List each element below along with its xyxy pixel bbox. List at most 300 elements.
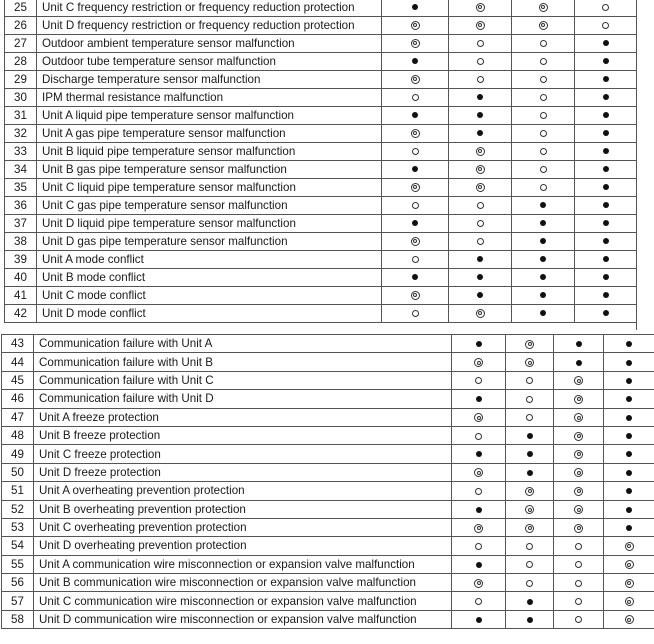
table-row [5,107,637,125]
malfunction-description: Unit D frequency restriction or frequency reduction protection [37,17,382,35]
indicator-cell [512,215,575,233]
full-circle-icon [603,274,609,280]
table-row [2,390,654,408]
empty-circle-icon [540,94,547,101]
empty-circle-icon [540,76,547,83]
indicator-cell [575,125,637,143]
indicator-cell [604,592,654,610]
indicator-cell [506,335,554,353]
malfunction-description: Unit C liquid pipe temperature sensor malfunction [37,179,382,197]
full-circle-icon [603,310,609,316]
indicator-cell [452,390,506,408]
table-row [2,482,654,500]
table-row [5,251,637,269]
full-circle-icon [540,256,546,262]
double-circle-icon [539,21,548,30]
indicator-cell [604,390,654,408]
empty-circle-icon [526,543,533,550]
full-circle-icon [477,94,483,100]
indicator-cell [449,125,512,143]
indicator-cell [604,408,654,426]
indicator-cell [604,555,654,573]
indicator-cell [382,287,449,305]
table-row [5,179,637,197]
full-circle-icon [626,507,632,513]
indicator-cell [575,35,637,53]
indicator-cell [512,125,575,143]
malfunction-description: Unit B communication wire misconnection or expansion valve malfunction [34,574,452,592]
indicator-cell [575,17,637,35]
full-circle-icon [477,292,483,298]
full-circle-icon [603,202,609,208]
indicator-cell [449,143,512,161]
table-row [5,269,637,287]
table-row [2,500,654,518]
empty-circle-icon [540,130,547,137]
empty-circle-icon [477,40,484,47]
full-circle-icon [477,274,483,280]
indicator-cell [604,445,654,463]
empty-circle-icon [475,488,482,495]
empty-circle-icon [475,433,482,440]
double-circle-icon [574,376,583,385]
double-circle-icon [525,340,534,349]
indicator-cell [382,215,449,233]
indicator-cell [452,610,506,628]
malfunction-description: Unit B overheating prevention protection [34,500,452,518]
indicator-cell [604,482,654,500]
malfunction-description: Unit C overheating prevention protection [34,518,452,536]
double-circle-icon [625,560,634,569]
table-row [5,17,637,35]
full-circle-icon [626,360,632,366]
malfunction-description: Unit C mode conflict [37,287,382,305]
indicator-cell [452,592,506,610]
malfunction-description: Unit C communication wire misconnection or expansion valve malfunction [34,592,452,610]
indicator-cell [604,574,654,592]
indicator-cell [452,426,506,444]
indicator-cell [506,500,554,518]
empty-circle-icon [575,616,582,623]
indicator-cell [575,197,637,215]
full-circle-icon [626,396,632,402]
full-circle-icon [412,58,418,64]
indicator-cell [449,35,512,53]
double-circle-icon [625,615,634,624]
table-row [2,574,654,592]
table-row [2,353,654,371]
full-circle-icon [603,166,609,172]
indicator-cell [512,89,575,107]
indicator-cell [506,555,554,573]
full-circle-icon [477,112,483,118]
full-circle-icon [626,488,632,494]
full-circle-icon [477,130,483,136]
indicator-cell [575,0,637,17]
indicator-cell [452,445,506,463]
double-circle-icon [411,39,420,48]
indicator-cell [512,179,575,197]
full-circle-icon [626,470,632,476]
row-number: 37 [5,215,37,233]
full-circle-icon [603,292,609,298]
indicator-cell [575,305,637,323]
table-right-border [636,0,637,330]
full-circle-icon [477,256,483,262]
table-row [5,287,637,305]
empty-circle-icon [575,561,582,568]
indicator-cell [506,445,554,463]
indicator-cell [449,89,512,107]
indicator-cell [382,53,449,71]
indicator-cell [382,143,449,161]
empty-circle-icon [412,202,419,209]
indicator-cell [512,0,575,17]
indicator-cell [554,482,604,500]
table-row [2,518,654,536]
double-circle-icon [474,468,483,477]
indicator-cell [452,574,506,592]
full-circle-icon [412,112,418,118]
row-number: 55 [2,555,34,573]
full-circle-icon [603,58,609,64]
indicator-cell [382,179,449,197]
double-circle-icon [474,524,483,533]
indicator-cell [506,426,554,444]
indicator-cell [575,71,637,89]
full-circle-icon [476,341,482,347]
malfunction-description: Unit D communication wire misconnection or expansion valve malfunction [34,610,452,628]
indicator-cell [382,233,449,251]
error-code-table-lower [1,334,654,629]
full-circle-icon [626,525,632,531]
table-row [2,426,654,444]
full-circle-icon [527,599,533,605]
empty-circle-icon [540,58,547,65]
indicator-cell [449,305,512,323]
row-number: 54 [2,537,34,555]
double-circle-icon [574,505,583,514]
malfunction-description: Unit B liquid pipe temperature sensor malfunction [37,143,382,161]
empty-circle-icon [412,148,419,155]
full-circle-icon [603,148,609,154]
empty-circle-icon [477,202,484,209]
indicator-cell [449,107,512,125]
indicator-cell [449,17,512,35]
indicator-cell [554,500,604,518]
row-number: 46 [2,390,34,408]
row-number: 44 [2,353,34,371]
indicator-cell [506,353,554,371]
indicator-cell [575,179,637,197]
empty-circle-icon [575,598,582,605]
malfunction-description: Unit B mode conflict [37,269,382,287]
indicator-cell [512,233,575,251]
row-number: 50 [2,463,34,481]
malfunction-description: Unit C gas pipe temperature sensor malfunction [37,197,382,215]
indicator-cell [449,0,512,17]
double-circle-icon [476,3,485,12]
full-circle-icon [603,76,609,82]
table-row [5,197,637,215]
row-number: 45 [2,371,34,389]
malfunction-description: Unit A liquid pipe temperature sensor malfunction [37,107,382,125]
indicator-cell [604,463,654,481]
table-row [2,555,654,573]
row-number: 57 [2,592,34,610]
empty-circle-icon [540,166,547,173]
indicator-cell [382,251,449,269]
full-circle-icon [412,4,418,10]
table-row [2,371,654,389]
row-number: 41 [5,287,37,305]
indicator-cell [554,555,604,573]
full-circle-icon [626,415,632,421]
double-circle-icon [574,468,583,477]
row-number: 30 [5,89,37,107]
indicator-cell [452,353,506,371]
malfunction-description: Communication failure with Unit A [34,335,452,353]
double-circle-icon [411,75,420,84]
indicator-cell [604,500,654,518]
full-circle-icon [626,433,632,439]
full-circle-icon [603,130,609,136]
indicator-cell [449,251,512,269]
double-circle-icon [411,291,420,300]
full-circle-icon [603,238,609,244]
malfunction-description: Unit A overheating prevention protection [34,482,452,500]
full-circle-icon [476,562,482,568]
indicator-cell [554,518,604,536]
indicator-cell [512,305,575,323]
empty-circle-icon [477,220,484,227]
indicator-cell [604,518,654,536]
table-row [5,53,637,71]
full-circle-icon [476,507,482,513]
row-number: 32 [5,125,37,143]
row-number: 49 [2,445,34,463]
empty-circle-icon [412,94,419,101]
full-circle-icon [603,220,609,226]
row-number: 47 [2,408,34,426]
indicator-cell [575,215,637,233]
indicator-cell [449,53,512,71]
indicator-cell [575,251,637,269]
indicator-cell [604,335,654,353]
indicator-cell [554,408,604,426]
indicator-cell [506,482,554,500]
indicator-cell [452,500,506,518]
table-row [5,305,637,323]
table-row [2,610,654,628]
indicator-cell [452,482,506,500]
row-number: 52 [2,500,34,518]
malfunction-description: Unit B freeze protection [34,426,452,444]
double-circle-icon [411,21,420,30]
indicator-cell [604,371,654,389]
malfunction-description: Communication failure with Unit C [34,371,452,389]
indicator-cell [554,335,604,353]
full-circle-icon [603,184,609,190]
malfunction-description: Unit D overheating prevention protection [34,537,452,555]
double-circle-icon [574,487,583,496]
row-number: 39 [5,251,37,269]
indicator-cell [382,17,449,35]
indicator-cell [382,89,449,107]
double-circle-icon [476,147,485,156]
row-number: 33 [5,143,37,161]
indicator-cell [506,574,554,592]
empty-circle-icon [540,148,547,155]
indicator-cell [382,71,449,89]
indicator-cell [512,143,575,161]
row-number: 29 [5,71,37,89]
double-circle-icon [476,21,485,30]
double-circle-icon [476,183,485,192]
row-number: 58 [2,610,34,628]
double-circle-icon [625,579,634,588]
malfunction-description: Communication failure with Unit B [34,353,452,371]
indicator-cell [575,107,637,125]
full-circle-icon [540,238,546,244]
malfunction-description: Unit D liquid pipe temperature sensor malfunction [37,215,382,233]
double-circle-icon [574,395,583,404]
row-number: 40 [5,269,37,287]
double-circle-icon [574,524,583,533]
malfunction-description: IPM thermal resistance malfunction [37,89,382,107]
empty-circle-icon [540,112,547,119]
row-number: 28 [5,53,37,71]
double-circle-icon [574,413,583,422]
indicator-cell [449,287,512,305]
malfunction-description: Unit B gas pipe temperature sensor malfunction [37,161,382,179]
full-circle-icon [540,220,546,226]
indicator-cell [575,143,637,161]
indicator-cell [506,390,554,408]
malfunction-description: Unit A gas pipe temperature sensor malfunction [37,125,382,143]
table-row [5,143,637,161]
full-circle-icon [603,112,609,118]
full-circle-icon [527,433,533,439]
malfunction-description: Unit A freeze protection [34,408,452,426]
row-number: 25 [5,0,37,17]
row-number: 42 [5,305,37,323]
indicator-cell [506,592,554,610]
indicator-cell [575,269,637,287]
empty-circle-icon [526,396,533,403]
full-circle-icon [476,617,482,623]
full-circle-icon [603,256,609,262]
malfunction-description: Unit A mode conflict [37,251,382,269]
indicator-cell [554,463,604,481]
empty-circle-icon [526,377,533,384]
double-circle-icon [625,542,634,551]
indicator-cell [452,518,506,536]
indicator-cell [604,426,654,444]
indicator-cell [554,390,604,408]
double-circle-icon [574,450,583,459]
indicator-cell [512,161,575,179]
full-circle-icon [576,360,582,366]
indicator-cell [575,287,637,305]
empty-circle-icon [475,598,482,605]
table-row [5,161,637,179]
full-circle-icon [412,274,418,280]
indicator-cell [575,89,637,107]
full-circle-icon [603,40,609,46]
indicator-cell [604,353,654,371]
full-circle-icon [540,310,546,316]
row-number: 34 [5,161,37,179]
empty-circle-icon [575,543,582,550]
full-circle-icon [626,378,632,384]
indicator-cell [382,125,449,143]
malfunction-description: Unit A communication wire misconnection or expansion valve malfunction [34,555,452,573]
indicator-cell [554,610,604,628]
full-circle-icon [540,292,546,298]
indicator-cell [449,269,512,287]
full-circle-icon [603,94,609,100]
double-circle-icon [411,237,420,246]
full-circle-icon [540,202,546,208]
malfunction-description: Outdoor ambient temperature sensor malfunction [37,35,382,53]
full-circle-icon [476,396,482,402]
row-number: 51 [2,482,34,500]
indicator-cell [382,107,449,125]
empty-circle-icon [412,256,419,263]
table-row [2,445,654,463]
row-number: 31 [5,107,37,125]
malfunction-description: Unit C frequency restriction or frequency reduction protection [37,0,382,17]
malfunction-description: Unit D gas pipe temperature sensor malfunction [37,233,382,251]
malfunction-description: Unit D mode conflict [37,305,382,323]
indicator-cell [575,161,637,179]
empty-circle-icon [602,22,609,29]
full-circle-icon [476,451,482,457]
table-row [2,335,654,353]
full-circle-icon [527,470,533,476]
table-row [5,0,637,17]
indicator-cell [554,445,604,463]
double-circle-icon [574,432,583,441]
malfunction-description: Unit D freeze protection [34,463,452,481]
row-number: 56 [2,574,34,592]
indicator-cell [452,537,506,555]
empty-circle-icon [575,580,582,587]
full-circle-icon [527,617,533,623]
full-circle-icon [412,166,418,172]
indicator-cell [506,463,554,481]
table-row [2,592,654,610]
indicator-cell [512,269,575,287]
indicator-cell [452,555,506,573]
indicator-cell [452,408,506,426]
double-circle-icon [476,165,485,174]
double-circle-icon [411,183,420,192]
indicator-cell [449,161,512,179]
indicator-cell [452,371,506,389]
double-circle-icon [625,597,634,606]
full-circle-icon [527,451,533,457]
indicator-cell [449,179,512,197]
indicator-cell [554,537,604,555]
indicator-cell [506,518,554,536]
malfunction-description: Discharge temperature sensor malfunction [37,71,382,89]
row-number: 48 [2,426,34,444]
row-number: 43 [2,335,34,353]
malfunction-description: Unit C freeze protection [34,445,452,463]
indicator-cell [512,107,575,125]
